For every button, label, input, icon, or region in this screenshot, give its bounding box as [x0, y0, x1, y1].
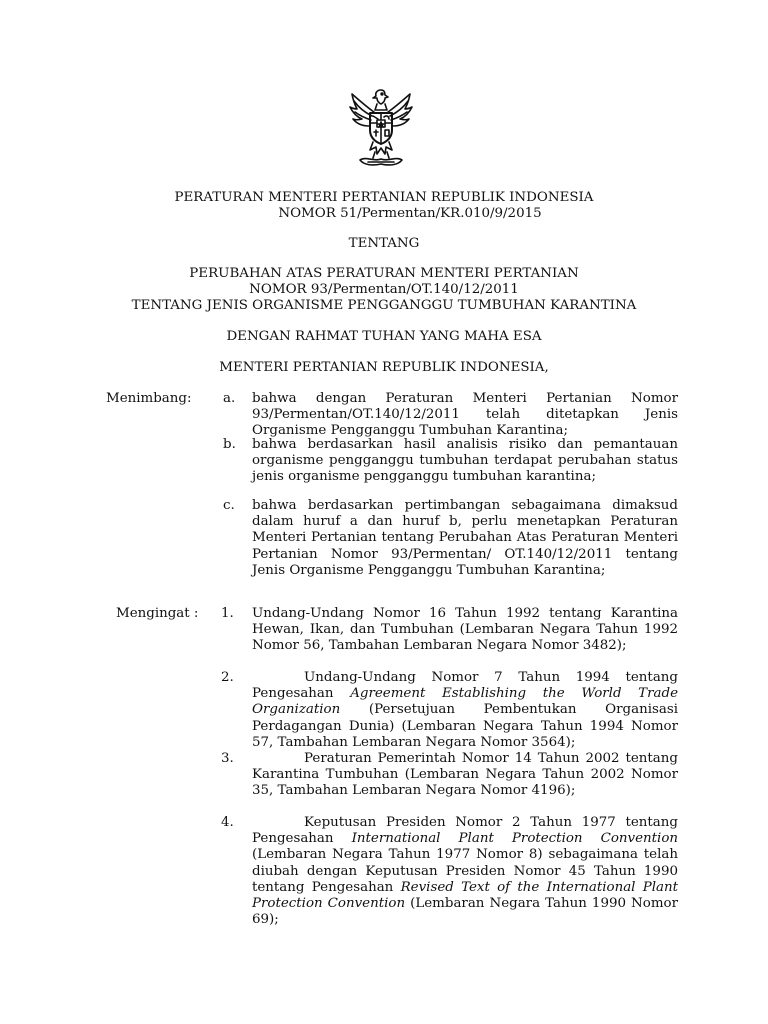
text-segment-italic: Agreement Establishing the World Trade Organization	[252, 686, 678, 718]
text-segment: Peraturan Pemerintah Nomor 14 Tahun 2002 tentang Karantina Tumbuhan (Lembaran Negara Tahun 2002 Nomor 35, Tambahan Lembaran Negara Nomor 4196);	[252, 751, 678, 799]
item-text: bahwa berdasarkan hasil analisis risiko dan pemantauan organisme pengganggu tumbuhan terdapat perubahan status jenis organisme pengganggu tumbuhan karantina;	[252, 437, 678, 485]
subject-line-1: PERUBAHAN ATAS PERATURAN MENTERI PERTANIAN	[189, 266, 579, 281]
text-segment: (Persetujuan Pembentukan Organisasi Perdagangan Dunia) (Lembaran Negara Tahun 1994 Nomor 57, Tambahan Lembaran Negara Nomor 3564);	[252, 702, 678, 750]
item-text	[252, 606, 678, 655]
title-line-2-number: NOMOR 51/Permentan/KR.010/9/2015	[278, 206, 542, 221]
garuda-emblem-icon	[344, 86, 418, 174]
item-marker: 4.	[221, 815, 234, 830]
subject-line-3: TENTANG JENIS ORGANISME PENGGANGGU TUMBUHAN KARANTINA	[131, 298, 637, 313]
item-marker: c.	[223, 498, 235, 513]
menimbang-label: Menimbang:	[106, 391, 192, 406]
item-marker: b.	[223, 437, 236, 452]
text-segment-italic: Revised Text of the International Plant Protection Convention	[252, 879, 679, 912]
item-marker: 1.	[221, 606, 234, 621]
text-segment: Undang-Undang Nomor 16 Tahun 1992 tentang Karantina Hewan, Ikan, dan Tumbuhan (Lembaran Negara Tahun 1992 Nomor 56, Tambahan Lembaran Negara Nomor 3482);	[252, 606, 678, 654]
subject-line-2: NOMOR 93/Permentan/OT.140/12/2011	[249, 282, 519, 297]
item-text	[252, 815, 678, 928]
text-segment: (Lembaran Negara Tahun 1990 Nomor 69);	[252, 896, 678, 928]
mengingat-label: Mengingat :	[116, 606, 199, 621]
title-about: TENTANG	[348, 236, 420, 251]
item-text	[252, 751, 678, 800]
item-text: bahwa dengan Peraturan Menteri Pertanian Nomor 93/Permentan/OT.140/12/2011 telah ditetapkan Jenis Organisme Pengganggu Tumbuhan Karantina;	[252, 391, 678, 439]
issuer-line: MENTERI PERTANIAN REPUBLIK INDONESIA,	[219, 360, 549, 375]
item-marker: 2.	[221, 670, 234, 685]
item-marker: a.	[223, 391, 236, 406]
text-segment: (Lembaran Negara Tahun 1977 Nomor 8) sebagaimana telah diubah dengan Keputusan Presiden Nomor 45 Tahun 1990 tentang Pengesahan	[252, 847, 678, 895]
blessing-line: DENGAN RAHMAT TUHAN YANG MAHA ESA	[226, 329, 542, 344]
item-marker: 3.	[221, 751, 234, 766]
item-text	[252, 670, 678, 751]
text-segment-italic: International Plant Protection Convention	[351, 831, 679, 847]
text-segment: Keputusan Presiden Nomor 2 Tahun 1977 tentang Pengesahan	[252, 815, 678, 847]
item-text: bahwa berdasarkan pertimbangan sebagaimana dimaksud dalam huruf a dan huruf b, perlu menetapkan Peraturan Menteri Pertanian tentang Perubahan Atas Peraturan Menteri Pertanian Nomor 93/Permentan/ OT.140/12/2011 tentang Jenis Organisme Pengganggu Tumbuhan Karantina;	[252, 498, 678, 578]
title-line-1: PERATURAN MENTERI PERTANIAN REPUBLIK INDONESIA	[174, 190, 594, 205]
text-segment: Undang-Undang Nomor 7 Tahun 1994 tentang Pengesahan	[252, 670, 678, 702]
